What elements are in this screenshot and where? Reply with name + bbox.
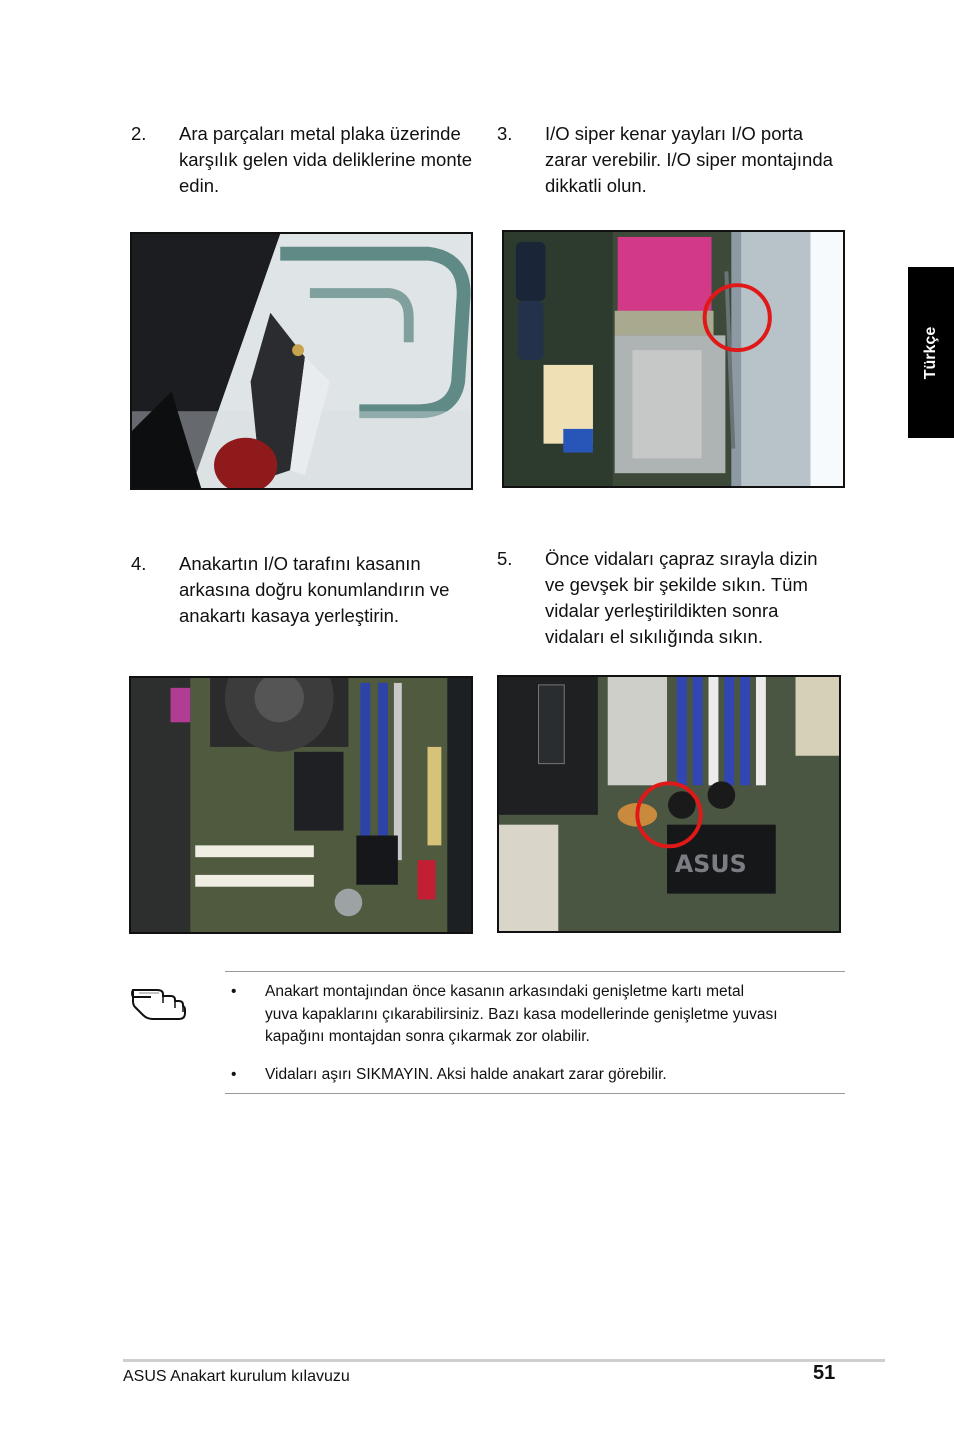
step-text-line: arkasına doğru konumlandırın ve [179, 579, 450, 600]
bullet-symbol: • [231, 1066, 237, 1083]
step-text-line: zarar verebilir. I/O siper montajında [545, 149, 833, 170]
note-text-line: Anakart montajından önce kasanın arkasındaki genişletme kartı metal [265, 983, 745, 1000]
step-text-line: edin. [179, 175, 220, 196]
step-5 [497, 546, 857, 652]
photo-step-3 [502, 230, 845, 488]
step-text-line: I/O siper kenar yayları I/O porta [545, 123, 804, 144]
note-top-rule [225, 971, 845, 972]
motherboard-placement-photo-icon [131, 678, 471, 932]
step-number: 2. [131, 123, 147, 144]
board-logo-text: ASUS [674, 849, 747, 878]
step-number: 3. [497, 123, 513, 144]
note-item-1 [231, 981, 845, 1053]
step-2 [131, 121, 491, 201]
step-text-line: anakartı kasaya yerleştirin. [179, 605, 400, 626]
photo-step-5 [497, 675, 841, 933]
step-text-line: dikkatli olun. [545, 175, 647, 196]
footer-title: ASUS Anakart kurulum kılavuzu [123, 1368, 350, 1385]
language-tab [908, 267, 954, 438]
photo-step-2 [130, 232, 473, 490]
hand-pointing-icon [129, 975, 187, 1025]
step-text-line: Anakartın I/O tarafını kasanın [179, 553, 421, 574]
page-number: 51 [813, 1362, 836, 1384]
step-3 [497, 121, 857, 201]
pliers-standoff-photo-icon [132, 234, 471, 488]
step-text-line: Ara parçaları metal plaka üzerinde [179, 123, 461, 144]
photo-step-4 [129, 676, 473, 934]
note-text-line: Vidaları aşırı SIKMAYIN. Aksi halde anakart zarar görebilir. [265, 1066, 667, 1083]
step-text-line: vidaları el sıkılığında sıkın. [545, 626, 763, 647]
step-text-line: Önce vidaları çapraz sırayla dizin [545, 548, 818, 569]
screw-tightening-photo-icon [499, 677, 839, 931]
language-tab-label: Türkçe [922, 326, 939, 379]
step-text-line: ve gevşek bir şekilde sıkın. Tüm [545, 574, 808, 595]
note-text-line: kapağını montajdan sonra çıkarmak zor olabilir. [265, 1028, 590, 1045]
step-number: 4. [131, 553, 147, 574]
step-text-line: karşılık gelen vida deliklerine monte [179, 149, 473, 170]
footer-rule [123, 1359, 885, 1362]
bullet-symbol: • [231, 983, 237, 1000]
step-number: 5. [497, 548, 513, 569]
note-text-line: yuva kapaklarını çıkarabilirsiniz. Bazı kasa modellerinde genişletme yuvası [265, 1005, 778, 1023]
io-shield-photo-icon [504, 232, 843, 486]
step-text-line: vidalar yerleştirildikten sonra [545, 600, 779, 621]
note-item-2 [231, 1064, 845, 1088]
step-4 [131, 551, 491, 631]
note-bottom-rule [225, 1093, 845, 1094]
